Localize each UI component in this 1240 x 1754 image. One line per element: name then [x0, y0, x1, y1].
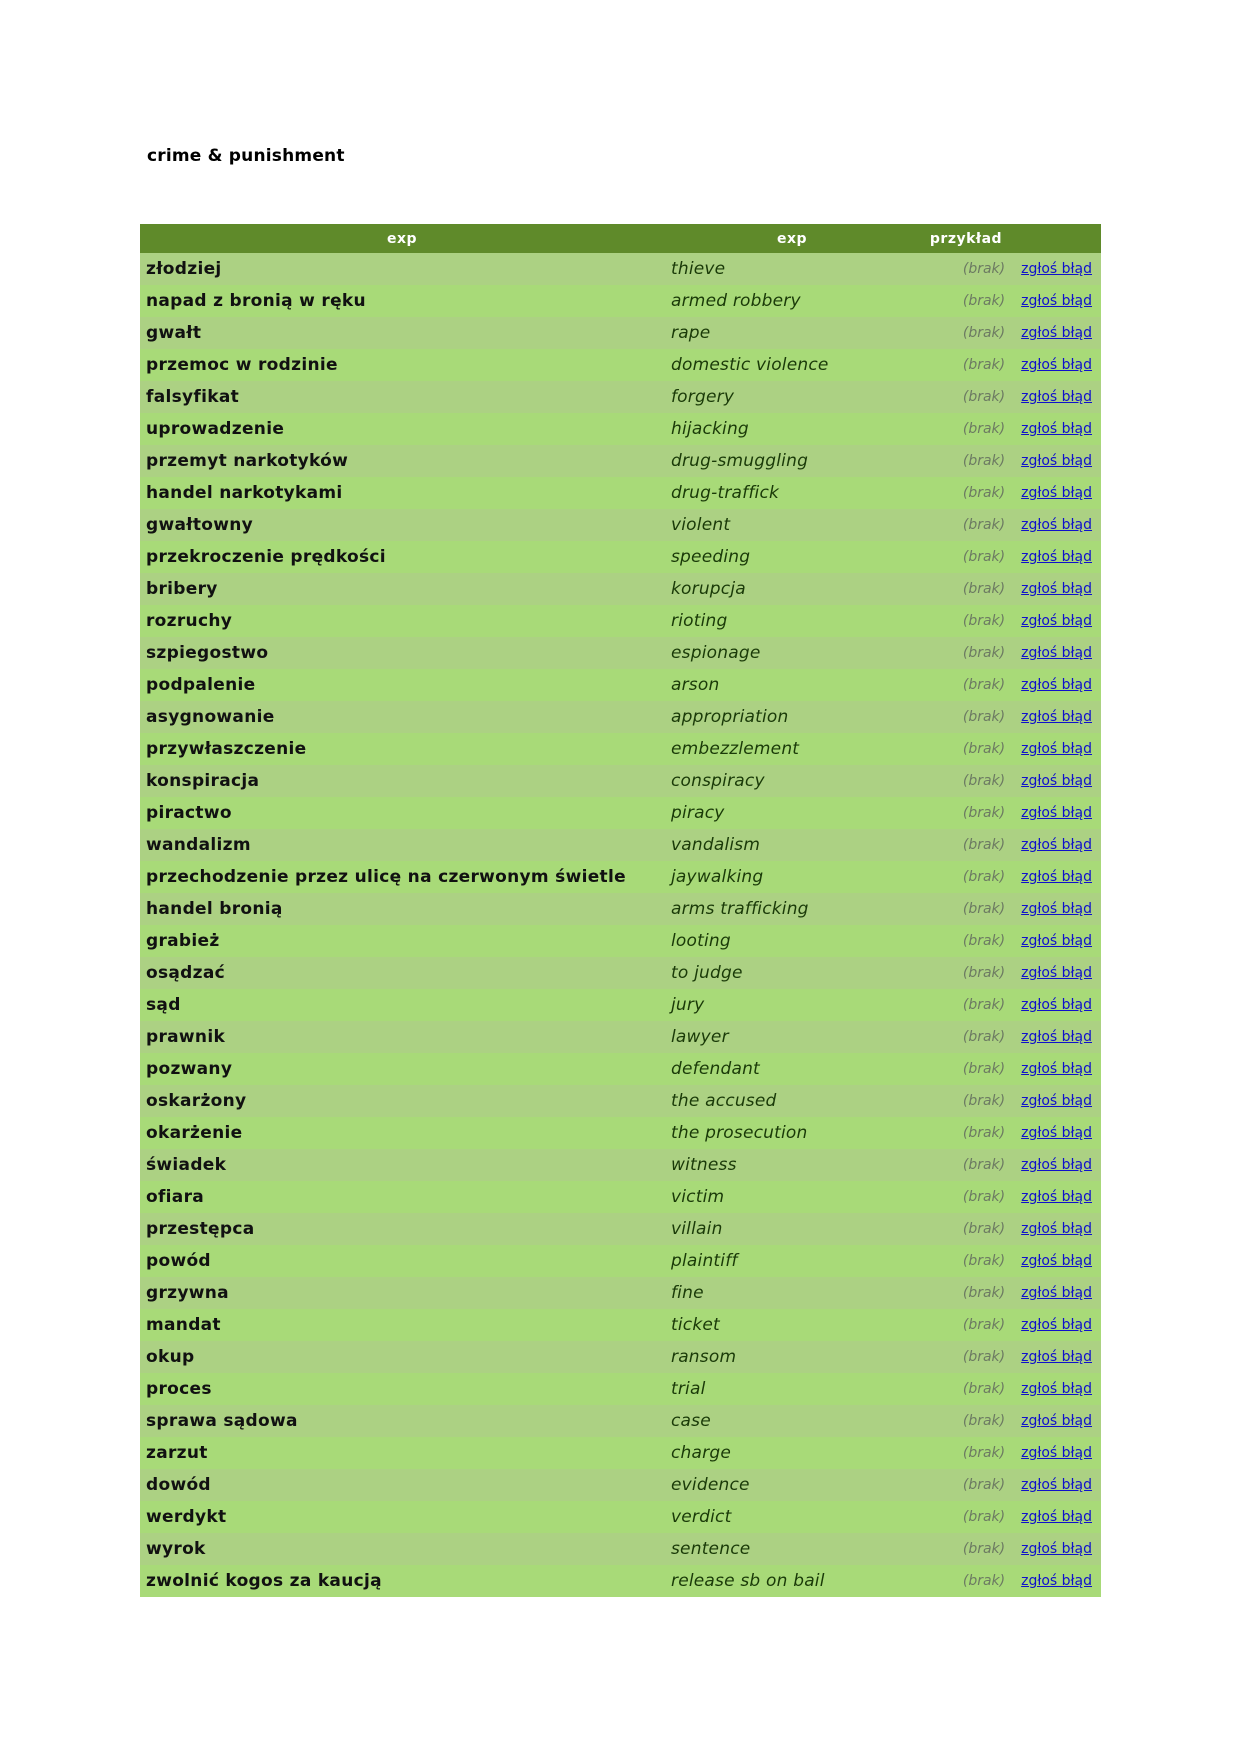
report-cell: [1012, 1181, 1101, 1213]
report-error-link[interactable]: zgłoś błąd: [1021, 325, 1092, 341]
example-placeholder: (brak): [920, 1469, 1012, 1501]
polish-term: świadek: [140, 1149, 664, 1181]
table-row: [140, 1245, 1101, 1277]
table-row: [140, 669, 1101, 701]
english-term: plaintiff: [664, 1245, 920, 1277]
report-error-link[interactable]: zgłoś błąd: [1021, 1125, 1092, 1141]
example-placeholder: (brak): [920, 1373, 1012, 1405]
example-placeholder: (brak): [920, 733, 1012, 765]
table-row: [140, 1053, 1101, 1085]
example-placeholder: (brak): [920, 445, 1012, 477]
report-error-link[interactable]: zgłoś błąd: [1021, 997, 1092, 1013]
english-term: ransom: [664, 1341, 920, 1373]
polish-term: falsyfikat: [140, 381, 664, 413]
table-row: [140, 1533, 1101, 1565]
table-row: [140, 637, 1101, 669]
polish-term: handel bronią: [140, 893, 664, 925]
table-row: [140, 797, 1101, 829]
report-error-link[interactable]: zgłoś błąd: [1021, 549, 1092, 565]
report-error-link[interactable]: zgłoś błąd: [1021, 1189, 1092, 1205]
table-row: [140, 1341, 1101, 1373]
polish-term: grabież: [140, 925, 664, 957]
polish-term: gwałt: [140, 317, 664, 349]
english-term: fine: [664, 1277, 920, 1309]
example-placeholder: (brak): [920, 381, 1012, 413]
table-body: [140, 253, 1101, 1597]
table-row: [140, 1149, 1101, 1181]
english-term: thieve: [664, 253, 920, 285]
report-cell: [1012, 1053, 1101, 1085]
example-placeholder: (brak): [920, 797, 1012, 829]
example-placeholder: (brak): [920, 1533, 1012, 1565]
report-cell: [1012, 797, 1101, 829]
example-placeholder: (brak): [920, 413, 1012, 445]
report-cell: [1012, 701, 1101, 733]
polish-term: werdykt: [140, 1501, 664, 1533]
english-term: verdict: [664, 1501, 920, 1533]
report-error-link[interactable]: zgłoś błąd: [1021, 1317, 1092, 1333]
english-term: conspiracy: [664, 765, 920, 797]
report-cell: [1012, 477, 1101, 509]
polish-term: sąd: [140, 989, 664, 1021]
english-term: espionage: [664, 637, 920, 669]
report-cell: [1012, 1501, 1101, 1533]
table-row: [140, 1373, 1101, 1405]
polish-term: konspiracja: [140, 765, 664, 797]
english-term: villain: [664, 1213, 920, 1245]
table-row: [140, 1117, 1101, 1149]
english-term: victim: [664, 1181, 920, 1213]
report-error-link[interactable]: zgłoś błąd: [1021, 1477, 1092, 1493]
table-header-row: [140, 224, 1101, 253]
example-placeholder: (brak): [920, 1213, 1012, 1245]
report-error-link[interactable]: zgłoś błąd: [1021, 709, 1092, 725]
report-error-link[interactable]: zgłoś błąd: [1021, 1093, 1092, 1109]
example-placeholder: (brak): [920, 765, 1012, 797]
report-cell: [1012, 1021, 1101, 1053]
english-term: embezzlement: [664, 733, 920, 765]
english-term: drug-smuggling: [664, 445, 920, 477]
example-placeholder: (brak): [920, 1341, 1012, 1373]
example-placeholder: (brak): [920, 829, 1012, 861]
report-cell: [1012, 1565, 1101, 1597]
example-placeholder: (brak): [920, 1181, 1012, 1213]
table-row: [140, 477, 1101, 509]
polish-term: przekroczenie prędkości: [140, 541, 664, 573]
english-term: trial: [664, 1373, 920, 1405]
report-cell: [1012, 381, 1101, 413]
report-error-link[interactable]: zgłoś błąd: [1021, 1509, 1092, 1525]
report-cell: [1012, 861, 1101, 893]
report-error-link[interactable]: zgłoś błąd: [1021, 965, 1092, 981]
example-placeholder: (brak): [920, 1245, 1012, 1277]
example-placeholder: (brak): [920, 893, 1012, 925]
report-cell: [1012, 253, 1101, 285]
table-row: [140, 541, 1101, 573]
example-placeholder: (brak): [920, 925, 1012, 957]
table-row: [140, 765, 1101, 797]
polish-term: oskarżony: [140, 1085, 664, 1117]
polish-term: sprawa sądowa: [140, 1405, 664, 1437]
report-error-link[interactable]: zgłoś błąd: [1021, 389, 1092, 405]
report-cell: [1012, 1309, 1101, 1341]
report-error-link[interactable]: zgłoś błąd: [1021, 1061, 1092, 1077]
report-cell: [1012, 893, 1101, 925]
table-row: [140, 349, 1101, 381]
table-row: [140, 413, 1101, 445]
example-placeholder: (brak): [920, 669, 1012, 701]
report-cell: [1012, 1437, 1101, 1469]
polish-term: złodziej: [140, 253, 664, 285]
report-error-link[interactable]: zgłoś błąd: [1021, 261, 1092, 277]
report-cell: [1012, 349, 1101, 381]
english-term: charge: [664, 1437, 920, 1469]
english-term: evidence: [664, 1469, 920, 1501]
table-row: [140, 861, 1101, 893]
report-cell: [1012, 989, 1101, 1021]
polish-term: przemoc w rodzinie: [140, 349, 664, 381]
polish-term: grzywna: [140, 1277, 664, 1309]
polish-term: gwałtowny: [140, 509, 664, 541]
report-cell: [1012, 605, 1101, 637]
polish-term: prawnik: [140, 1021, 664, 1053]
english-term: domestic violence: [664, 349, 920, 381]
table-row: [140, 1085, 1101, 1117]
table-row: [140, 381, 1101, 413]
english-term: sentence: [664, 1533, 920, 1565]
report-error-link[interactable]: zgłoś błąd: [1021, 1029, 1092, 1045]
report-cell: [1012, 1373, 1101, 1405]
example-placeholder: (brak): [920, 253, 1012, 285]
table-row: [140, 1469, 1101, 1501]
report-cell: [1012, 509, 1101, 541]
report-error-link[interactable]: zgłoś błąd: [1021, 1413, 1092, 1429]
polish-term: okarżenie: [140, 1117, 664, 1149]
english-term: drug-traffick: [664, 477, 920, 509]
report-error-link[interactable]: zgłoś błąd: [1021, 837, 1092, 853]
report-error-link[interactable]: zgłoś błąd: [1021, 1349, 1092, 1365]
report-cell: [1012, 285, 1101, 317]
english-term: the accused: [664, 1085, 920, 1117]
table-row: [140, 253, 1101, 285]
english-term: ticket: [664, 1309, 920, 1341]
report-error-link[interactable]: zgłoś błąd: [1021, 581, 1092, 597]
polish-term: mandat: [140, 1309, 664, 1341]
example-placeholder: (brak): [920, 701, 1012, 733]
table-row: [140, 1021, 1101, 1053]
report-cell: [1012, 317, 1101, 349]
table-row: [140, 1405, 1101, 1437]
report-error-link[interactable]: zgłoś błąd: [1021, 869, 1092, 885]
polish-term: ofiara: [140, 1181, 664, 1213]
table-row: [140, 957, 1101, 989]
english-term: lawyer: [664, 1021, 920, 1053]
header-example: przykład: [920, 224, 1012, 253]
polish-term: proces: [140, 1373, 664, 1405]
report-error-link[interactable]: zgłoś błąd: [1021, 613, 1092, 629]
report-error-link[interactable]: zgłoś błąd: [1021, 1157, 1092, 1173]
report-error-link[interactable]: zgłoś błąd: [1021, 1285, 1092, 1301]
english-term: to judge: [664, 957, 920, 989]
header-report: [1012, 224, 1101, 253]
example-placeholder: (brak): [920, 605, 1012, 637]
table-row: [140, 573, 1101, 605]
table-row: [140, 605, 1101, 637]
example-placeholder: (brak): [920, 1149, 1012, 1181]
example-placeholder: (brak): [920, 1021, 1012, 1053]
polish-term: okup: [140, 1341, 664, 1373]
english-term: piracy: [664, 797, 920, 829]
report-cell: [1012, 541, 1101, 573]
english-term: speeding: [664, 541, 920, 573]
report-error-link[interactable]: zgłoś błąd: [1021, 1445, 1092, 1461]
report-error-link[interactable]: zgłoś błąd: [1021, 517, 1092, 533]
table-row: [140, 285, 1101, 317]
example-placeholder: (brak): [920, 349, 1012, 381]
polish-term: asygnowanie: [140, 701, 664, 733]
table-row: [140, 1437, 1101, 1469]
report-error-link[interactable]: zgłoś błąd: [1021, 677, 1092, 693]
table-row: [140, 925, 1101, 957]
report-cell: [1012, 413, 1101, 445]
report-error-link[interactable]: zgłoś błąd: [1021, 485, 1092, 501]
table-row: [140, 1277, 1101, 1309]
polish-term: powód: [140, 1245, 664, 1277]
polish-term: wyrok: [140, 1533, 664, 1565]
english-term: witness: [664, 1149, 920, 1181]
report-cell: [1012, 1469, 1101, 1501]
english-term: appropriation: [664, 701, 920, 733]
header-polish: exp: [140, 224, 664, 253]
table-row: [140, 1181, 1101, 1213]
polish-term: szpiegostwo: [140, 637, 664, 669]
polish-term: napad z bronią w ręku: [140, 285, 664, 317]
table-row: [140, 893, 1101, 925]
report-cell: [1012, 829, 1101, 861]
example-placeholder: (brak): [920, 1565, 1012, 1597]
report-cell: [1012, 445, 1101, 477]
report-error-link[interactable]: zgłoś błąd: [1021, 741, 1092, 757]
english-term: release sb on bail: [664, 1565, 920, 1597]
example-placeholder: (brak): [920, 1053, 1012, 1085]
report-cell: [1012, 925, 1101, 957]
english-term: korupcja: [664, 573, 920, 605]
example-placeholder: (brak): [920, 989, 1012, 1021]
english-term: arms trafficking: [664, 893, 920, 925]
english-term: defendant: [664, 1053, 920, 1085]
report-cell: [1012, 1245, 1101, 1277]
example-placeholder: (brak): [920, 541, 1012, 573]
polish-term: wandalizm: [140, 829, 664, 861]
polish-term: przemyt narkotyków: [140, 445, 664, 477]
polish-term: rozruchy: [140, 605, 664, 637]
report-error-link[interactable]: zgłoś błąd: [1021, 357, 1092, 373]
english-term: the prosecution: [664, 1117, 920, 1149]
vocabulary-table: [140, 224, 1101, 1597]
report-cell: [1012, 1405, 1101, 1437]
table-row: [140, 317, 1101, 349]
english-term: forgery: [664, 381, 920, 413]
report-cell: [1012, 637, 1101, 669]
polish-term: pozwany: [140, 1053, 664, 1085]
report-cell: [1012, 1149, 1101, 1181]
polish-term: piractwo: [140, 797, 664, 829]
table-row: [140, 1213, 1101, 1245]
report-cell: [1012, 1085, 1101, 1117]
report-error-link[interactable]: zgłoś błąd: [1021, 901, 1092, 917]
example-placeholder: (brak): [920, 1309, 1012, 1341]
report-error-link[interactable]: zgłoś błąd: [1021, 1573, 1092, 1589]
english-term: case: [664, 1405, 920, 1437]
example-placeholder: (brak): [920, 285, 1012, 317]
polish-term: uprowadzenie: [140, 413, 664, 445]
example-placeholder: (brak): [920, 509, 1012, 541]
report-cell: [1012, 1341, 1101, 1373]
report-error-link[interactable]: zgłoś błąd: [1021, 805, 1092, 821]
example-placeholder: (brak): [920, 573, 1012, 605]
example-placeholder: (brak): [920, 1501, 1012, 1533]
english-term: jury: [664, 989, 920, 1021]
report-cell: [1012, 733, 1101, 765]
example-placeholder: (brak): [920, 1405, 1012, 1437]
english-term: vandalism: [664, 829, 920, 861]
english-term: hijacking: [664, 413, 920, 445]
table-row: [140, 509, 1101, 541]
english-term: armed robbery: [664, 285, 920, 317]
report-error-link[interactable]: zgłoś błąd: [1021, 645, 1092, 661]
report-error-link[interactable]: zgłoś błąd: [1021, 453, 1092, 469]
page-title: crime & punishment: [147, 146, 345, 166]
polish-term: podpalenie: [140, 669, 664, 701]
header-english: exp: [664, 224, 920, 253]
example-placeholder: (brak): [920, 477, 1012, 509]
polish-term: przywłaszczenie: [140, 733, 664, 765]
table-row: [140, 989, 1101, 1021]
example-placeholder: (brak): [920, 1437, 1012, 1469]
report-error-link[interactable]: zgłoś błąd: [1021, 1541, 1092, 1557]
report-cell: [1012, 765, 1101, 797]
report-cell: [1012, 1213, 1101, 1245]
report-cell: [1012, 1533, 1101, 1565]
english-term: arson: [664, 669, 920, 701]
report-cell: [1012, 573, 1101, 605]
english-term: rape: [664, 317, 920, 349]
table-row: [140, 1309, 1101, 1341]
table-row: [140, 1565, 1101, 1597]
table-row: [140, 829, 1101, 861]
table-row: [140, 1501, 1101, 1533]
polish-term: dowód: [140, 1469, 664, 1501]
example-placeholder: (brak): [920, 317, 1012, 349]
example-placeholder: (brak): [920, 1117, 1012, 1149]
table-row: [140, 445, 1101, 477]
english-term: looting: [664, 925, 920, 957]
polish-term: osądzać: [140, 957, 664, 989]
polish-term: handel narkotykami: [140, 477, 664, 509]
example-placeholder: (brak): [920, 1085, 1012, 1117]
table-row: [140, 701, 1101, 733]
report-error-link[interactable]: zgłoś błąd: [1021, 421, 1092, 437]
report-error-link[interactable]: zgłoś błąd: [1021, 1221, 1092, 1237]
polish-term: zarzut: [140, 1437, 664, 1469]
report-error-link[interactable]: zgłoś błąd: [1021, 293, 1092, 309]
english-term: jaywalking: [664, 861, 920, 893]
example-placeholder: (brak): [920, 637, 1012, 669]
report-cell: [1012, 1117, 1101, 1149]
example-placeholder: (brak): [920, 861, 1012, 893]
table-row: [140, 733, 1101, 765]
report-cell: [1012, 669, 1101, 701]
example-placeholder: (brak): [920, 1277, 1012, 1309]
example-placeholder: (brak): [920, 957, 1012, 989]
report-error-link[interactable]: zgłoś błąd: [1021, 773, 1092, 789]
report-cell: [1012, 957, 1101, 989]
report-error-link[interactable]: zgłoś błąd: [1021, 1381, 1092, 1397]
polish-term: przechodzenie przez ulicę na czerwonym świetle: [140, 861, 664, 893]
polish-term: zwolnić kogos za kaucją: [140, 1565, 664, 1597]
report-error-link[interactable]: zgłoś błąd: [1021, 933, 1092, 949]
english-term: violent: [664, 509, 920, 541]
report-cell: [1012, 1277, 1101, 1309]
polish-term: przestępca: [140, 1213, 664, 1245]
english-term: rioting: [664, 605, 920, 637]
polish-term: bribery: [140, 573, 664, 605]
report-error-link[interactable]: zgłoś błąd: [1021, 1253, 1092, 1269]
